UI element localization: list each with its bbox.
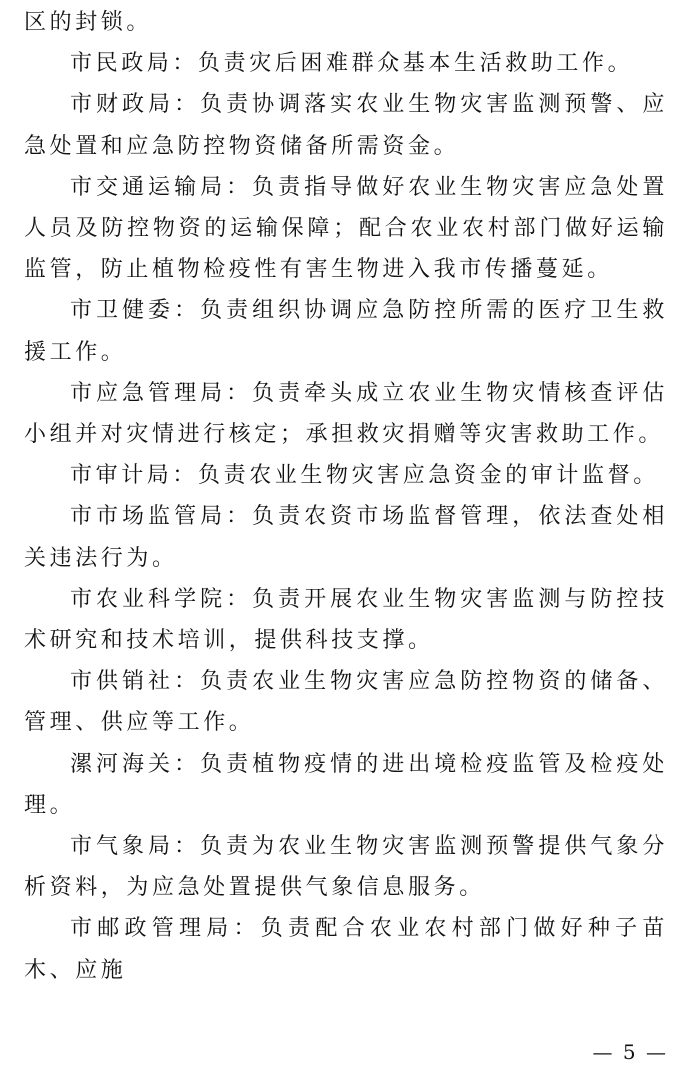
- paragraph-postal: 市邮政管理局：负责配合农业农村部门做好种子苗木、应施: [24, 916, 668, 983]
- paragraph-continuation: 区的封锁。: [24, 10, 153, 35]
- paragraph-health: 市卫健委：负责组织协调应急防控所需的医疗卫生救援工作。: [24, 298, 668, 365]
- paragraph-agricultural-academy: 市农业科学院：负责开展农业生物灾害监测与防控技术研究和技术培训，提供科技支撑。: [24, 586, 668, 654]
- paragraph-customs: 漯河海关：负责植物疫情的进出境检疫监管及检疫处理。: [24, 751, 668, 818]
- paragraph-transport: 市交通运输局：负责指导做好农业生物灾害应急处置人员及防控物资的运输保障；配合农业农村部门做好运输监管，防止植物检疫性有害生物进入我市传播蔓延。: [24, 174, 668, 283]
- paragraph-emergency-management: 市应急管理局：负责牵头成立农业生物灾情核查评估小组并对灾情进行核定；承担救灾捐赠等灾害救助工作。: [24, 380, 668, 448]
- paragraph-market-supervision: 市市场监管局：负责农资市场监督管理，依法查处相关违法行为。: [24, 504, 668, 571]
- paragraph-civil-affairs: 市民政局：负责灾后困难群众基本生活救助工作。: [70, 51, 634, 77]
- paragraph-supply-cooperative: 市供销社：负责农业生物灾害应急防控物资的储备、管理、供应等工作。: [24, 669, 668, 736]
- page-number: — 5 —: [592, 1040, 668, 1064]
- paragraph-finance: 市财政局：负责协调落实农业生物灾害监测预警、应急处置和应急防控物资储备所需资金。: [24, 92, 668, 159]
- document-body: [24, 2, 668, 991]
- paragraph-meteorology: 市气象局：负责为农业生物灾害监测预警提供气象分析资料，为应急处置提供气象信息服务。: [24, 834, 668, 901]
- paragraph-audit: 市审计局：负责农业生物灾害应急资金的审计监督。: [70, 463, 659, 489]
